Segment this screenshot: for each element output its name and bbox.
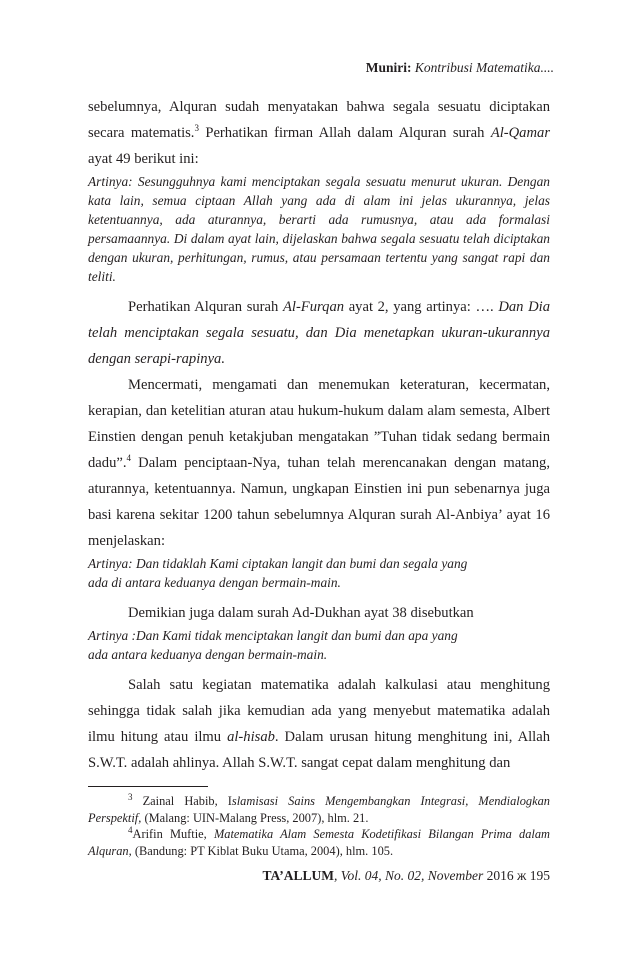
footnote-3-number: 3 xyxy=(128,791,133,802)
quote-3-line-2: ada antara keduanya dengan bermain-main. xyxy=(88,647,328,662)
footnote-4 xyxy=(88,826,550,859)
quote-2 xyxy=(88,554,550,592)
paragraph-4: Demikian juga dalam surah Ad-Dukhan ayat 38 disebutkan xyxy=(128,605,474,621)
footnote-ref-3[interactable]: 3 xyxy=(194,123,199,134)
term-al-hisab: al-hisab xyxy=(227,729,275,745)
footnote-4-number: 4 xyxy=(128,825,133,836)
footnote-ref-4[interactable]: 4 xyxy=(126,453,131,464)
footnote-divider xyxy=(88,786,208,787)
footer-journal: TA’ALLUM xyxy=(262,868,335,883)
surah-al-furqan: Al-Furqan xyxy=(282,299,345,315)
p3-text-b: Dalam penciptaan-Nya, tuhan telah merencanakan dengan matang, aturannya, ketentuannya. Namun, ungkapan Einstien ini pun sebenarnya juga basi karena sekitar 1200 tahun sebelumnya Alquran surah Al-Anbiya’ ayat 16 menjelaskan: xyxy=(88,455,550,549)
running-footer xyxy=(263,868,550,884)
p1-text-b: Perhatikan firman Allah dalam Alquran surah xyxy=(198,125,491,141)
p2-quote: Dan Dia telah menciptakan segala sesuatu, dan Dia menetapkan ukuran-ukurannya dengan serapi-rapinya. xyxy=(88,299,550,367)
page-body xyxy=(88,94,550,859)
footnote-3-publisher: (Malang: UIN-Malang Press, 2007), hlm. 21. xyxy=(141,810,369,825)
p1-text-a: sebelumnya, Alquran sudah menyatakan bahwa segala sesuatu diciptakan secara matematis. xyxy=(88,99,550,141)
quote-1: Artinya: Sesungguhnya kami menciptakan segala sesuatu menurut ukuran. Dengan kata lain, semua ciptaan Allah yang ada di alam ini jelas ukurannya, jelas ketentuannya, ada aturannya, berarti ada rumusnya, atau ada formalasi persamaannya. Di dalam ayat lain, dijelaskan bahwa segala sesuatu telah diciptakan dengan ukuran, perhitungan, rumus, atau persamaan tertentu yang sangat rapi dan teliti. xyxy=(88,174,550,284)
footnote-3 xyxy=(88,793,550,826)
paragraph-2 xyxy=(88,294,550,372)
p1-text-d: ayat 49 berikut ini: xyxy=(88,151,199,167)
quote-2-line-1: Artinya: Dan tidaklah Kami ciptakan langit dan bumi dan segala yang xyxy=(88,556,468,571)
paragraph-1 xyxy=(88,94,550,172)
quote-3 xyxy=(88,626,550,664)
footnote-4-author: Arifin Muftie, xyxy=(132,827,214,842)
footnote-4-title: Matematika Alam Semesta Kodetifikasi Bilangan Prima dalam Alquran, xyxy=(88,827,550,858)
running-header xyxy=(366,60,554,76)
header-title: Kontribusi Matematika.... xyxy=(414,60,554,75)
p2-text-c: ayat 2, yang artinya: …. xyxy=(344,299,499,315)
surah-al-qamar: Al-Qamar xyxy=(490,125,550,141)
footer-issue: , Vol. 04, No. 02, November xyxy=(334,868,484,883)
quote-3-line-1: Artinya :Dan Kami tidak menciptakan langit dan bumi dan apa yang xyxy=(88,628,458,643)
footer-page: 2016 ж 195 xyxy=(483,868,550,883)
footnote-3-author: Zainal Habib, I xyxy=(132,794,232,808)
paragraph-3 xyxy=(88,372,550,554)
p2-text-a: Perhatikan Alquran surah xyxy=(128,299,283,315)
p5-text-a: Salah satu kegiatan matematika adalah kalkulasi atau menghitung sehingga tidak salah jika kemudian ada yang menyebut matematika adalah ilmu hitung atau ilmu xyxy=(88,677,550,745)
footnote-3-title: slamisasi Sains Mengembangkan Integrasi, Mendialogkan Perspektif, xyxy=(88,794,550,825)
paragraph-5 xyxy=(88,672,550,776)
p5-text-c: . Dalam urusan hitung menghitung ini, Allah S.W.T. adalah ahlinya. Allah S.W.T. sangat cepat dalam menghitung dan xyxy=(88,729,550,771)
header-author: Muniri: xyxy=(365,60,412,75)
quote-2-line-2: ada di antara keduanya dengan bermain-main. xyxy=(88,575,341,590)
p3-text-a: Mencermati, mengamati dan menemukan keteraturan, kecermatan, kerapian, dan ketelitian aturan atau hukum-hukum dalam alam semesta, Albert Einstien dengan penuh ketakjuban mengatakan ”Tuhan tidak sedang bermain dadu”. xyxy=(88,377,550,471)
footnote-4-publisher: (Bandung: PT Kiblat Buku Utama, 2004), hlm. 105. xyxy=(131,843,394,858)
